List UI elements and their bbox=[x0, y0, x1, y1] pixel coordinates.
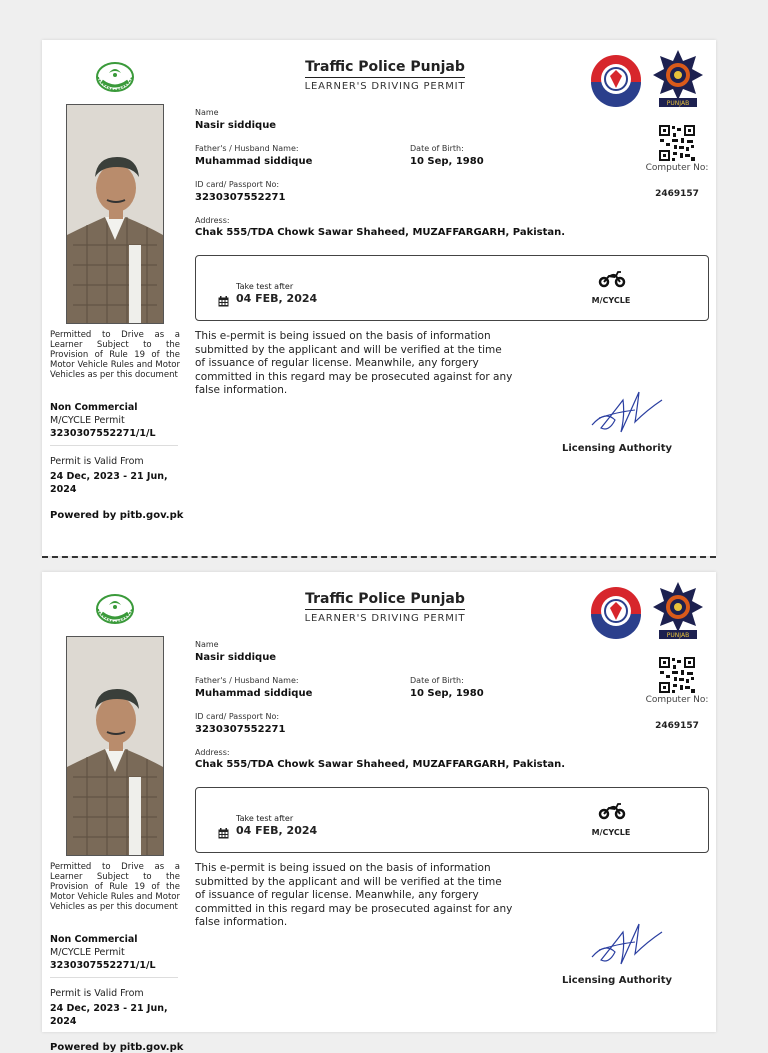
valid-label: Permit is Valid From bbox=[50, 988, 144, 999]
dob-label: Date of Birth: bbox=[410, 676, 464, 685]
badge-text: PUNJAB bbox=[666, 632, 690, 639]
permit-header bbox=[202, 588, 568, 624]
permit-category: Non Commercial bbox=[50, 934, 138, 945]
motorcycle-icon bbox=[598, 269, 626, 287]
permit-number: 3230307552271/1/L bbox=[50, 960, 156, 971]
test-date: 04 FEB, 2024 bbox=[236, 292, 318, 305]
divider bbox=[50, 445, 178, 446]
applicant-photo bbox=[66, 636, 164, 856]
test-label: Take test after bbox=[236, 814, 294, 823]
father-name: Muhammad siddique bbox=[195, 688, 313, 699]
valid-range: 24 Dec, 2023 - 21 Jun, 2024 bbox=[50, 471, 168, 495]
permitted-text: Permitted to Drive as a Learner Subject to the Provision of Rule 19 of the Motor Vehicle Rules and Motor Vehicles as per this document bbox=[50, 330, 180, 380]
permitted-text: Permitted to Drive as a Learner Subject to the Provision of Rule 19 of the Motor Vehicle Rules and Motor Vehicles as per this document bbox=[50, 862, 180, 912]
father-label: Father's / Husband Name: bbox=[195, 676, 299, 685]
id-number: 3230307552271 bbox=[195, 192, 286, 203]
address: Chak 555/TDA Chowk Sawar Shaheed, MUZAFFARGARH, Pakistan. bbox=[195, 759, 566, 770]
signature-image bbox=[587, 912, 667, 972]
cut-line bbox=[42, 556, 716, 558]
test-info-box bbox=[195, 787, 709, 853]
page-subtitle: LEARNER'S DRIVING PERMIT bbox=[304, 81, 466, 92]
punjab-logo-icon bbox=[92, 589, 138, 629]
id-label: ID card/ Passport No: bbox=[195, 712, 280, 721]
computer-no: 2469157 bbox=[655, 189, 699, 199]
calendar-icon bbox=[218, 296, 229, 307]
permit-category: Non Commercial bbox=[50, 402, 138, 413]
permit-card-copy bbox=[42, 572, 716, 1053]
page-title: Traffic Police Punjab bbox=[305, 591, 465, 610]
address-label: Address: bbox=[195, 748, 230, 757]
calendar-icon bbox=[218, 828, 229, 839]
address: Chak 555/TDA Chowk Sawar Shaheed, MUZAFFARGARH, Pakistan. bbox=[195, 227, 566, 238]
notice-text: This e-permit is being issued on the basis of information submitted by the applicant and will be verified at the time of issuance of regular license. Meanwhile, any forgery committed in this regard may be prosecuted against for any false information. bbox=[195, 330, 513, 396]
name-label: Name bbox=[195, 640, 219, 649]
father-label: Father's / Husband Name: bbox=[195, 144, 299, 153]
applicant-name: Nasir siddique bbox=[195, 120, 277, 131]
date-of-birth: 10 Sep, 1980 bbox=[410, 156, 484, 167]
notice-text: This e-permit is being issued on the basis of information submitted by the applicant and will be verified at the time of issuance of regular license. Meanwhile, any forgery committed in this regard may be prosecuted against for any false information. bbox=[195, 862, 513, 928]
computer-no-label: Computer No: bbox=[645, 163, 709, 173]
badge-text: PUNJAB bbox=[666, 100, 690, 107]
name-label: Name bbox=[195, 108, 219, 117]
powered-by: Powered by pitb.gov.pk bbox=[50, 1042, 184, 1053]
powered-by: Powered by pitb.gov.pk bbox=[50, 510, 184, 521]
permit-card bbox=[42, 40, 716, 556]
police-badge-icon bbox=[590, 54, 642, 106]
licensing-authority: Licensing Authority bbox=[561, 443, 673, 454]
vehicle-type: M/CYCLE bbox=[591, 828, 631, 837]
punjab-logo-icon bbox=[92, 57, 138, 97]
test-label: Take test after bbox=[236, 282, 294, 291]
valid-range: 24 Dec, 2023 - 21 Jun, 2024 bbox=[50, 1003, 168, 1027]
computer-no-label: Computer No: bbox=[645, 695, 709, 705]
licensing-authority: Licensing Authority bbox=[561, 975, 673, 986]
applicant-photo bbox=[66, 104, 164, 324]
motorcycle-icon bbox=[598, 801, 626, 819]
valid-label: Permit is Valid From bbox=[50, 456, 144, 467]
police-badge-icon bbox=[590, 586, 642, 638]
date-of-birth: 10 Sep, 1980 bbox=[410, 688, 484, 699]
permit-header bbox=[202, 56, 568, 92]
signature-image bbox=[587, 380, 667, 440]
permit-number: 3230307552271/1/L bbox=[50, 428, 156, 439]
permit-type: M/CYCLE Permit bbox=[50, 415, 125, 426]
computer-no: 2469157 bbox=[655, 721, 699, 731]
dob-label: Date of Birth: bbox=[410, 144, 464, 153]
applicant-name: Nasir siddique bbox=[195, 652, 277, 663]
traffic-police-badge-icon bbox=[652, 49, 704, 109]
test-date: 04 FEB, 2024 bbox=[236, 824, 318, 837]
page-subtitle: LEARNER'S DRIVING PERMIT bbox=[304, 613, 466, 624]
father-name: Muhammad siddique bbox=[195, 156, 313, 167]
traffic-police-badge-icon bbox=[652, 581, 704, 641]
qr-code-icon bbox=[658, 124, 696, 162]
id-label: ID card/ Passport No: bbox=[195, 180, 280, 189]
permit-type: M/CYCLE Permit bbox=[50, 947, 125, 958]
divider bbox=[50, 977, 178, 978]
vehicle-type: M/CYCLE bbox=[591, 296, 631, 305]
page-title: Traffic Police Punjab bbox=[305, 59, 465, 78]
address-label: Address: bbox=[195, 216, 230, 225]
qr-code-icon bbox=[658, 656, 696, 694]
id-number: 3230307552271 bbox=[195, 724, 286, 735]
test-info-box bbox=[195, 255, 709, 321]
